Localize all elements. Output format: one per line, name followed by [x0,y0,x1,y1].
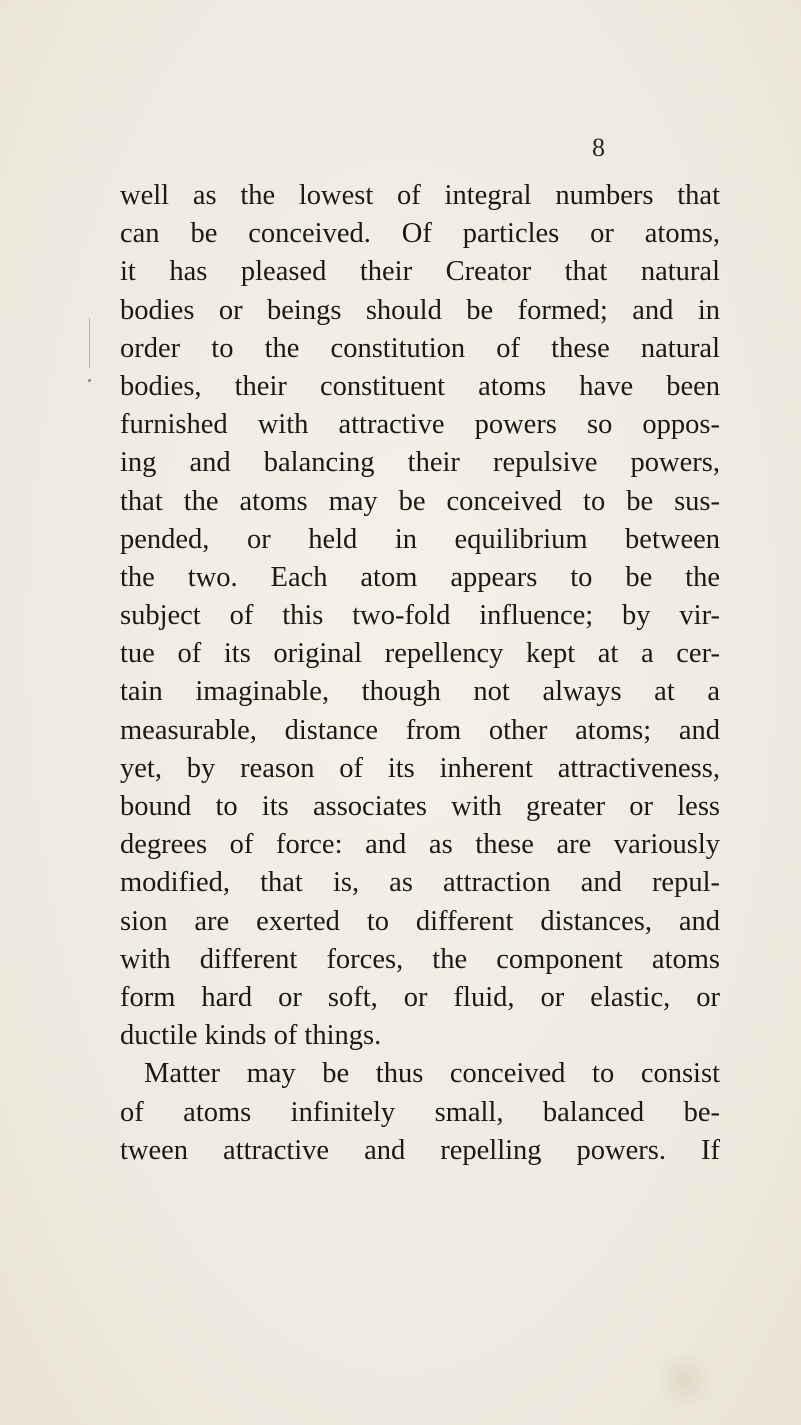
text-line: with different forces, the component atoms [120,943,720,975]
text-line: that the atoms may be conceived to be sus- [120,485,720,517]
body-text [120,177,720,1170]
text-line: Matter may be thus conceived to consist [144,1058,720,1090]
text-line: the two. Each atom appears to be the [120,561,720,593]
text-line: can be conceived. Of particles or atoms, [120,218,720,250]
text-line: yet, by reason of its inherent attractiveness, [120,752,720,784]
text-line: of atoms infinitely small, balanced be- [120,1096,720,1128]
page-number: 8 [592,133,605,162]
text-line: tain imaginable, though not always at a [120,676,720,708]
text-line: bound to its associates with greater or less [120,791,720,822]
text-line: pended, or held in equilibrium between [120,523,720,555]
text-line: degrees of force: and as these are variously [120,829,720,861]
paper-smudge [655,1350,715,1410]
text-line: form hard or soft, or fluid, or elastic, or [120,981,720,1013]
text-line: it has pleased their Creator that natural [120,256,720,288]
text-line: modified, that is, as attraction and repul- [120,867,720,899]
text-line: bodies, their constituent atoms have been [120,370,720,402]
text-line: sion are exerted to different distances, and [120,905,720,937]
text-line: bodies or beings should be formed; and in [120,294,720,326]
text-line: tween attractive and repelling powers. If [120,1134,720,1166]
text-line: tue of its original repellency kept at a cer- [120,638,720,670]
margin-pencil-mark [89,318,90,368]
text-line: ductile kinds of things. [120,1020,382,1052]
text-line: subject of this two-fold influence; by vir- [120,600,720,632]
text-line: measurable, distance from other atoms; and [120,714,720,746]
text-line: order to the constitution of these natural [120,332,720,364]
text-line: furnished with attractive powers so oppos- [120,409,720,441]
text-line: ing and balancing their repulsive powers, [120,447,720,479]
margin-ink-dot [88,379,91,382]
text-line: well as the lowest of integral numbers that [120,180,720,211]
